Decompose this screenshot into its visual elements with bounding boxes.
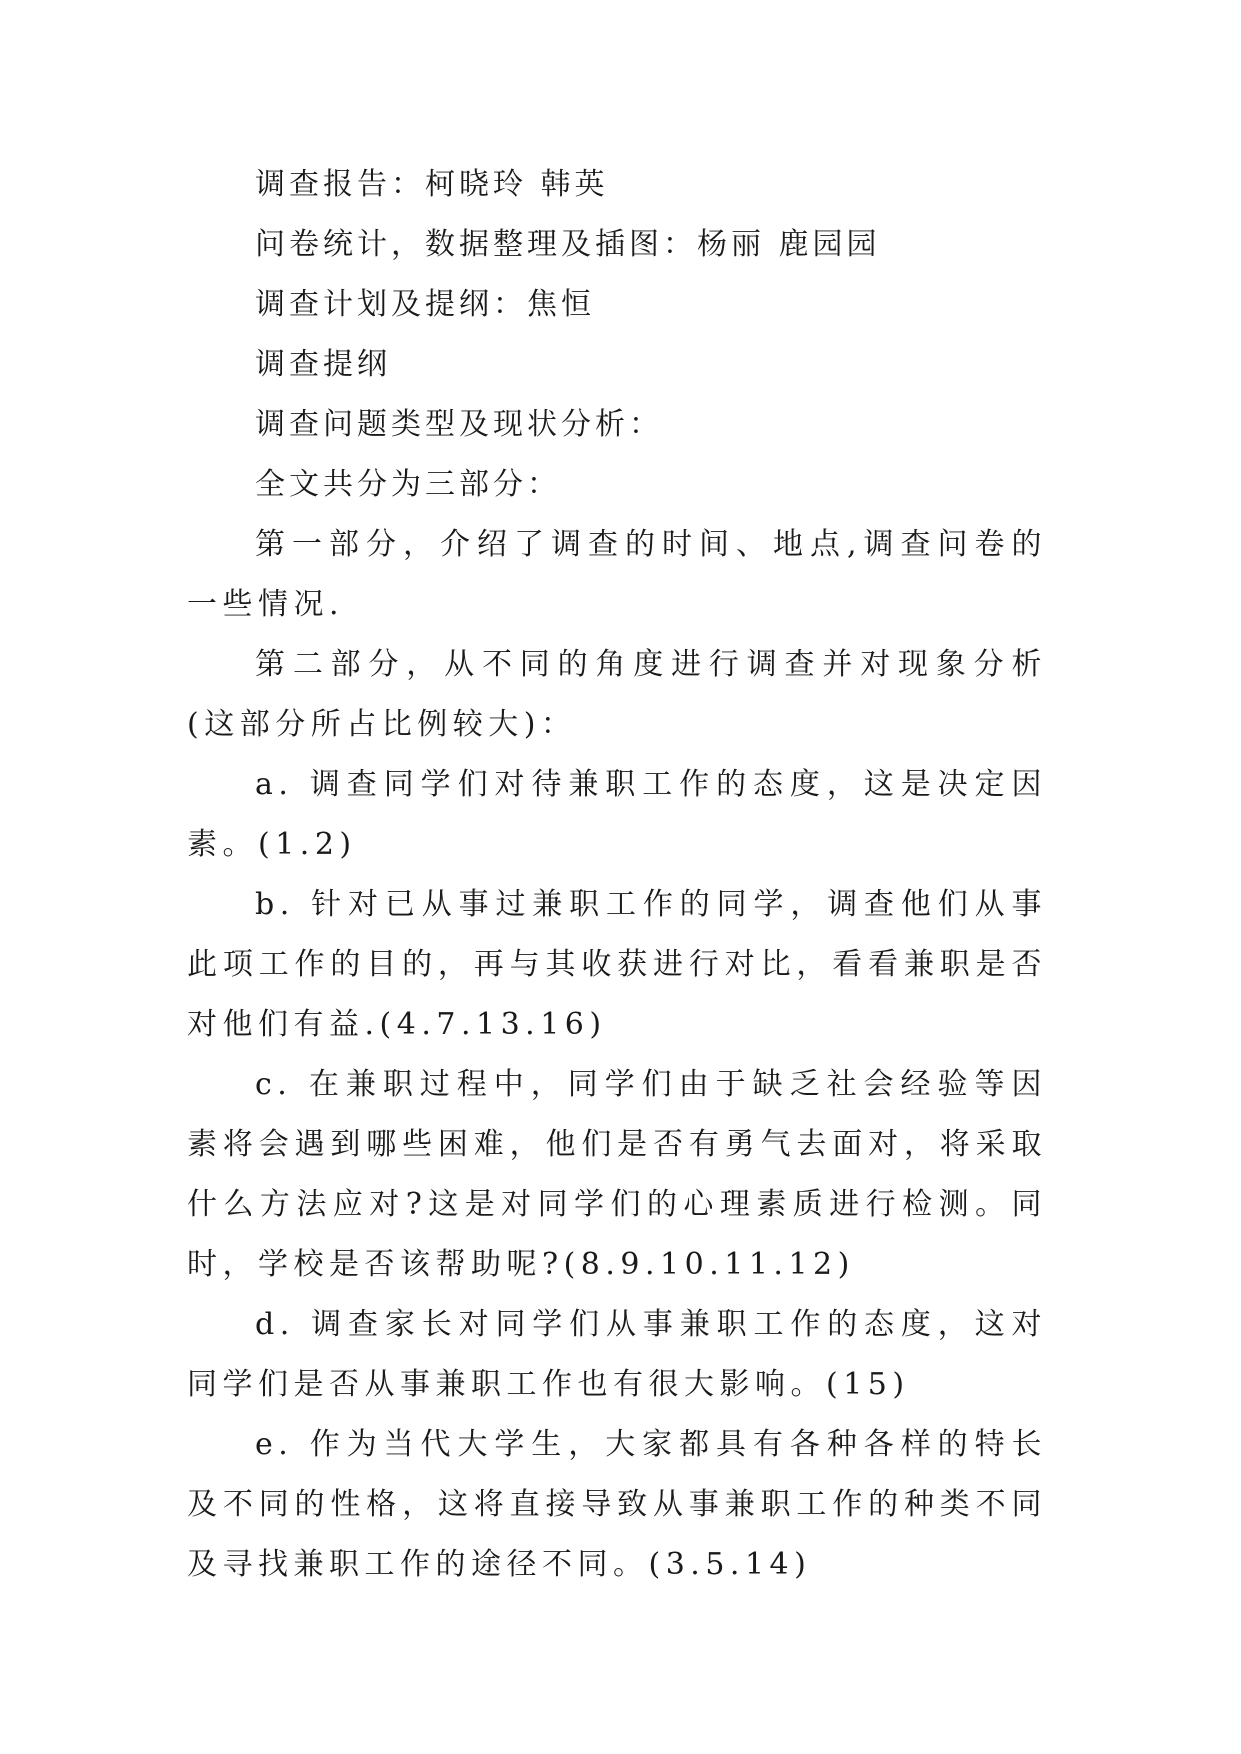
credit-plan-author: 调查计划及提纲：焦恒 bbox=[255, 287, 595, 322]
credit-report-authors: 调查报告：柯晓玲 韩英 bbox=[255, 167, 609, 202]
item-c-paragraph: c. 在兼职过程中，同学们由于缺乏社会经验等因素将会遇到哪些困难，他们是否有勇气去面对，将采取什么方法应对?这是对同学们的心理素质进行检测。同时，学校是否该帮助呢?(8.9.10.11.12) bbox=[187, 1067, 1047, 1282]
outline-heading: 调查提纲 bbox=[255, 347, 391, 382]
part-one-paragraph: 第一部分，介绍了调查的时间、地点,调查问卷的一些情况. bbox=[187, 527, 1047, 622]
item-a-paragraph: a. 调查同学们对待兼职工作的态度，这是决定因素。(1.2) bbox=[187, 767, 1047, 862]
intro-line: 全文共分为三部分： bbox=[255, 467, 561, 502]
item-e-paragraph: e. 作为当代大学生，大家都具有各种各样的特长及不同的性格，这将直接导致从事兼职工作的种类不同及寻找兼职工作的途径不同。(3.5.14) bbox=[187, 1427, 1047, 1582]
analysis-heading: 调查问题类型及现状分析： bbox=[255, 407, 663, 442]
item-b-paragraph: b. 针对已从事过兼职工作的同学，调查他们从事此项工作的目的，再与其收获进行对比，看看兼职是否对他们有益.(4.7.13.16) bbox=[187, 887, 1047, 1042]
item-d-paragraph: d. 调查家长对同学们从事兼职工作的态度，这对同学们是否从事兼职工作也有很大影响。(15) bbox=[187, 1307, 1047, 1402]
credit-statistics-authors: 问卷统计，数据整理及插图：杨丽 鹿园园 bbox=[255, 227, 881, 262]
document-body bbox=[187, 155, 1047, 1595]
part-two-paragraph: 第二部分，从不同的角度进行调查并对现象分析(这部分所占比例较大)： bbox=[187, 647, 1047, 742]
